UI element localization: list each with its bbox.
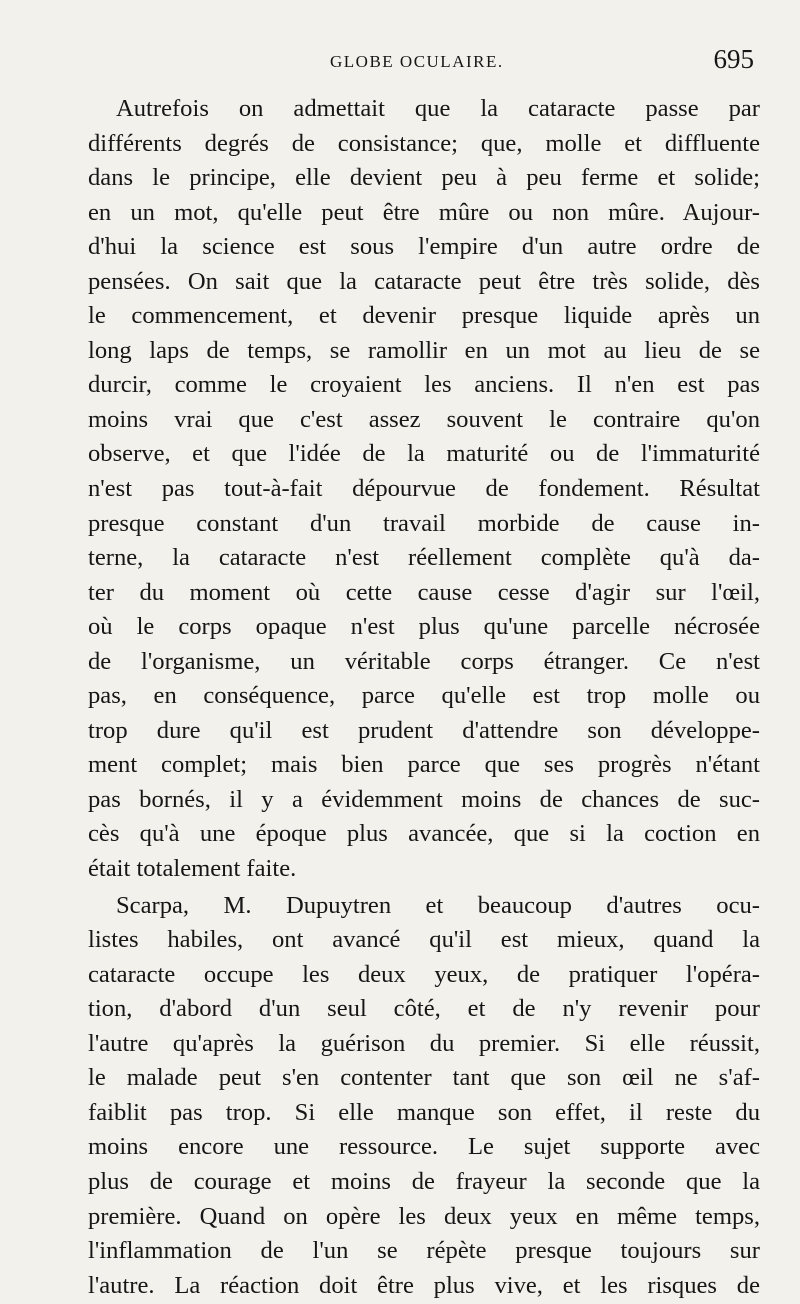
text-line: Autrefois on admettait que la cataracte passe par <box>116 95 760 122</box>
text-line: première. Quand on opère les deux yeux en même temps, <box>88 1202 760 1230</box>
text-line: terne, la cataracte n'est réellement complète qu'à da- <box>88 544 760 572</box>
text-line: ment complet; mais bien parce que ses progrès n'étant <box>88 751 760 779</box>
text-line: cataracte occupe les deux yeux, de pratiquer l'opéra- <box>88 960 760 988</box>
text-line: de l'organisme, un véritable corps étranger. Ce n'est <box>88 647 760 675</box>
page-number: 695 <box>713 44 754 74</box>
text-line: plus de courage et moins de frayeur la seconde que la <box>88 1167 760 1195</box>
text-line: l'autre. La réaction doit être plus vive, et les risques de <box>88 1271 760 1299</box>
text-line: cès qu'à une époque plus avancée, que si la coction en <box>88 820 760 848</box>
text-line: observe, et que l'idée de la maturité ou de l'immaturité <box>88 440 760 468</box>
text-line: trop dure qu'il est prudent d'attendre son développe- <box>88 716 760 744</box>
text-line: pas, en conséquence, parce qu'elle est trop molle ou <box>88 682 760 710</box>
text-line-last: était totalement faite. <box>88 855 297 883</box>
text-line: où le corps opaque n'est plus qu'une parcelle nécrosée <box>88 613 760 641</box>
text-line: faiblit pas trop. Si elle manque son effet, il reste du <box>88 1098 760 1126</box>
text-line: long laps de temps, se ramollir en un mot au lieu de se <box>88 336 760 364</box>
text-line: le malade peut s'en contenter tant que son œil ne s'af- <box>88 1064 760 1092</box>
page-header <box>90 44 754 84</box>
text-line: différents degrés de consistance; que, molle et diffluente <box>88 129 760 157</box>
text-line: l'autre qu'après la guérison du premier. Si elle réussit, <box>88 1029 760 1057</box>
text-line: le commencement, et devenir presque liquide après un <box>88 302 760 330</box>
body-text <box>88 92 760 1303</box>
text-line: pensées. On sait que la cataracte peut être très solide, dès <box>88 267 760 295</box>
text-line: n'est pas tout-à-fait dépourvue de fondement. Résultat <box>88 475 760 503</box>
text-line: d'hui la science est sous l'empire d'un autre ordre de <box>88 233 760 261</box>
paragraph <box>88 889 760 1304</box>
running-title: GLOBE OCULAIRE. <box>330 52 504 71</box>
text-line: dans le principe, elle devient peu à peu ferme et solide; <box>88 164 760 192</box>
text-line: pas bornés, il y a évidemment moins de chances de suc- <box>88 785 760 813</box>
text-line: listes habiles, ont avancé qu'il est mieux, quand la <box>88 926 760 954</box>
text-line: tion, d'abord d'un seul côté, et de n'y revenir pour <box>88 995 760 1023</box>
text-line: durcir, comme le croyaient les anciens. Il n'en est pas <box>88 371 760 399</box>
text-line: presque constant d'un travail morbide de cause in- <box>88 509 760 537</box>
text-line: Scarpa, M. Dupuytren et beaucoup d'autres ocu- <box>116 891 760 919</box>
text-line: en un mot, qu'elle peut être mûre ou non mûre. Aujour- <box>88 198 760 226</box>
text-line: ter du moment où cette cause cesse d'agir sur l'œil, <box>88 578 760 606</box>
text-line: l'inflammation de l'un se répète presque toujours sur <box>88 1237 760 1265</box>
text-line: moins encore une ressource. Le sujet supporte avec <box>88 1133 760 1161</box>
paragraph <box>88 92 760 887</box>
text-line: moins vrai que c'est assez souvent le contraire qu'on <box>88 405 760 433</box>
